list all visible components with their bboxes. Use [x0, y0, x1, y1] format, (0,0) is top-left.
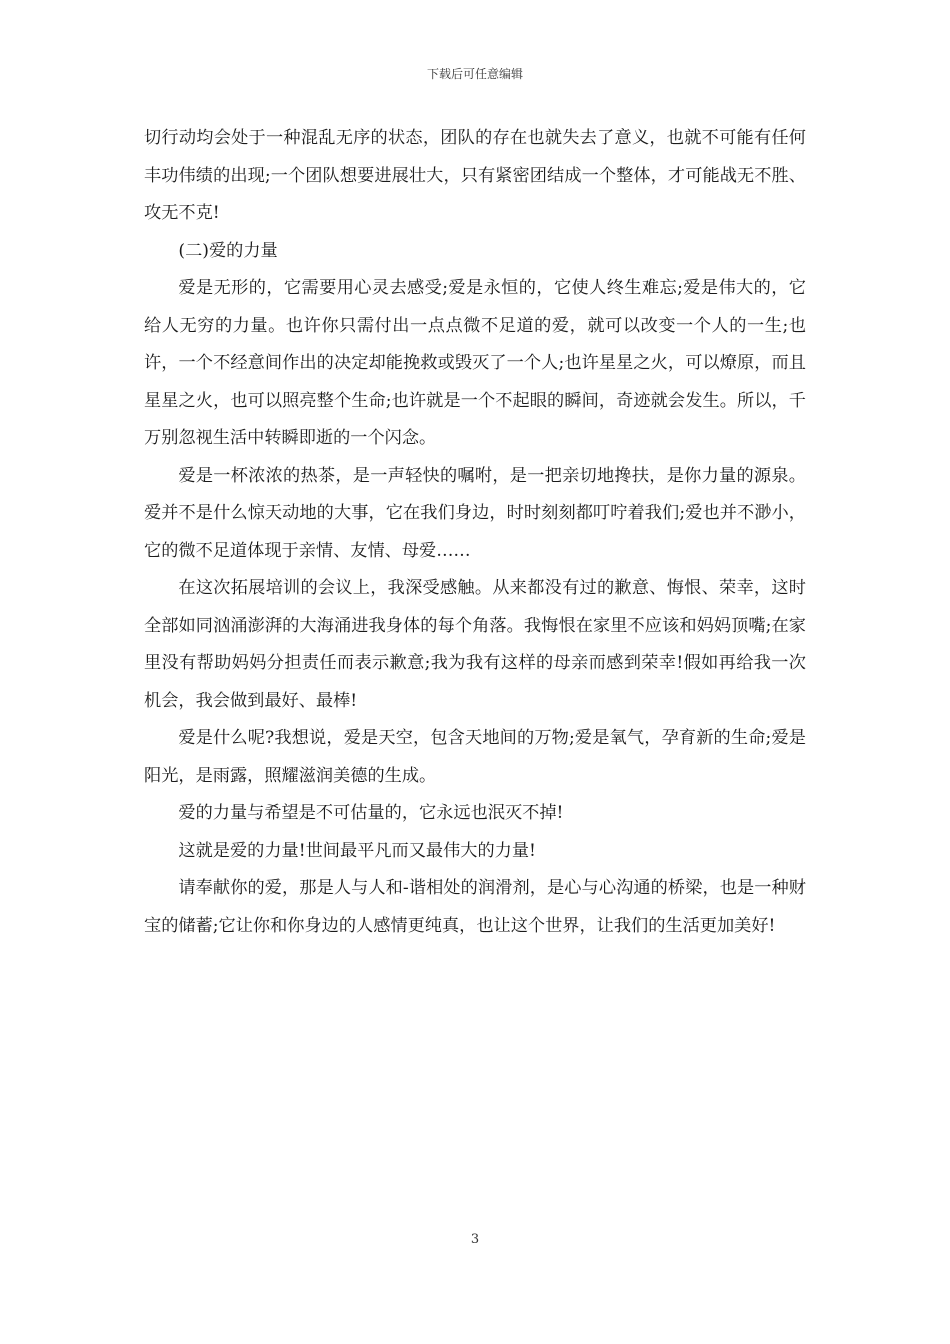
paragraph: 在这次拓展培训的会议上，我深受感触。从来都没有过的歉意、悔恨、荣幸，这时全部如同汹涌澎湃的大海涌进我身体的每个角落。我悔恨在家里不应该和妈妈顶嘴;在家里没有帮助妈妈分担责任而表示歉意;我为我有这样的母亲而感到荣幸!假如再给我一次机会，我会做到最好、最棒! — [144, 578, 806, 711]
paragraph: 爱的力量与希望是不可估量的，它永远也泯灭不掉! — [178, 803, 564, 823]
page-number: 3 — [470, 1232, 480, 1247]
section-heading: (二)爱的力量 — [178, 240, 278, 261]
paragraph: 请奉献你的爱，那是人与人和-谐相处的润滑剂，是心与心沟通的桥梁，也是一种财宝的储蓄;它让你和你身边的人感情更纯真，也让这个世界，让我们的生活更加美好! — [144, 878, 806, 936]
document-body — [144, 120, 806, 945]
paragraph: 爱是一杯浓浓的热茶，是一声轻快的嘱咐，是一把亲切地搀扶，是你力量的源泉。爱并不是什么惊天动地的大事，它在我们身边，时时刻刻都叮咛着我们;爱也并不渺小，它的微不足道体现于亲情、友情、母爱…… — [144, 465, 806, 561]
paragraph: 爱是无形的，它需要用心灵去感受;爱是永恒的，它使人终生难忘;爱是伟大的，它给人无穷的力量。也许你只需付出一点点微不足道的爱，就可以改变一个人的一生;也许，一个不经意间作出的决定却能挽救或毁灭了一个人;也许星星之火，可以燎原，而且星星之火，也可以照亮整个生命;也许就是一个不起眼的瞬间，奇迹就会发生。所以，千万别忽视生活中转瞬即逝的一个闪念。 — [144, 278, 806, 448]
paragraph-continuation: 切行动均会处于一种混乱无序的状态，团队的存在也就失去了意义，也就不可能有任何丰功伟绩的出现;一个团队想要进展壮大，只有紧密团结成一个整体，才可能战无不胜、攻无不克! — [144, 128, 806, 223]
paragraph: 爱是什么呢?我想说，爱是天空，包含天地间的万物;爱是氧气，孕育新的生命;爱是阳光，是雨露，照耀滋润美德的生成。 — [144, 728, 806, 786]
page-header: 下载后可任意编辑 — [426, 67, 523, 81]
paragraph: 这就是爱的力量!世间最平凡而又最伟大的力量! — [178, 840, 536, 861]
